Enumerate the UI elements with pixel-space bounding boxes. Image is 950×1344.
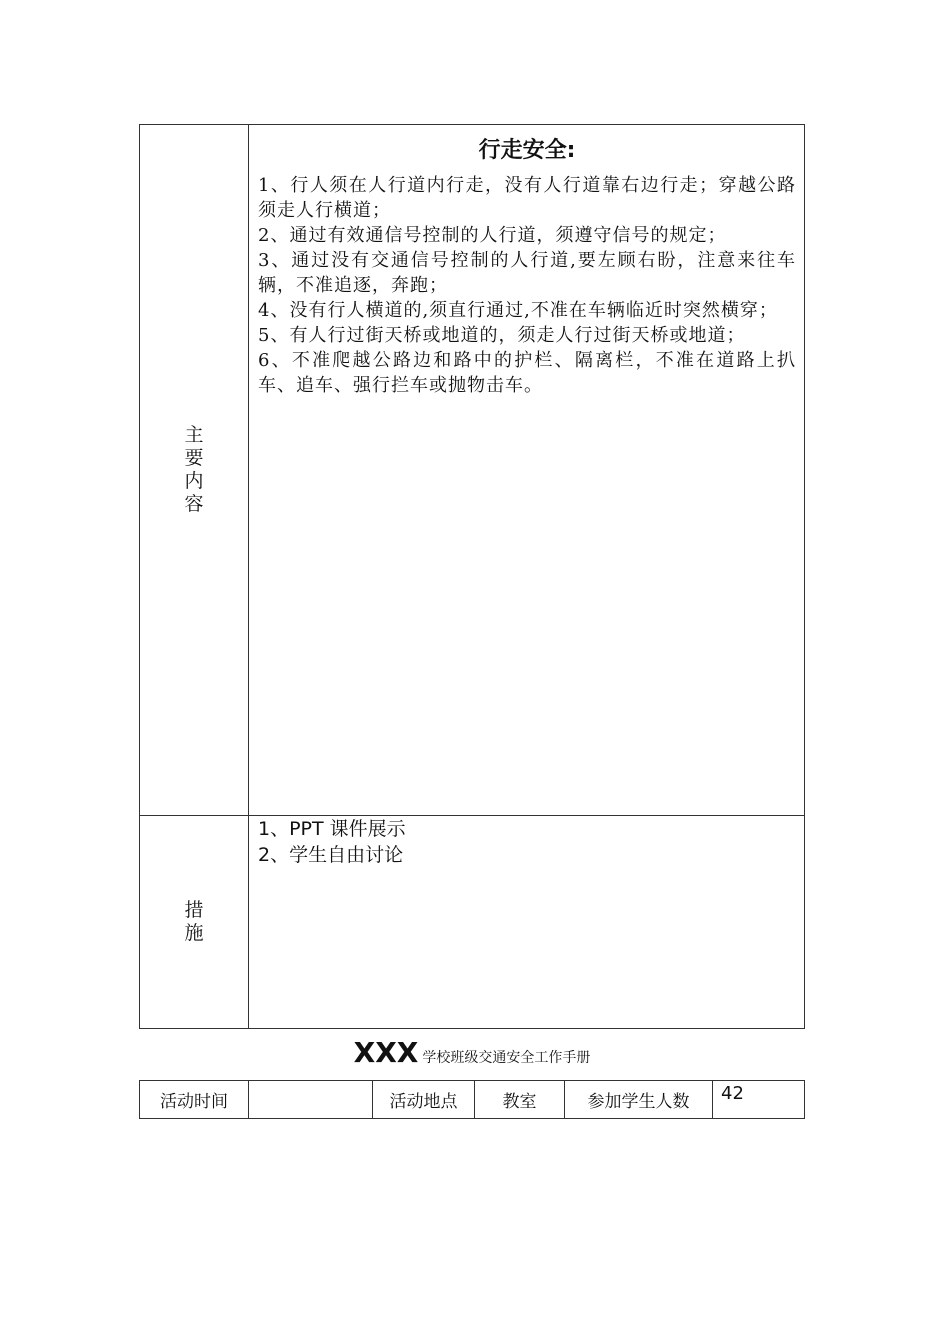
measure-item: 2、学生自由讨论 [258, 844, 404, 866]
main-content-cell [258, 131, 796, 398]
column-divider [248, 125, 249, 1028]
main-content-label-char: 主 [184, 424, 204, 446]
handbook-brand: XXX [353, 1036, 419, 1069]
activity-place-label: 活动地点 [373, 1081, 475, 1118]
content-paragraph: 6、不准爬越公路边和路中的护栏、隔离栏，不准在道路上扒车、追车、强行拦车或抛物击车。 [258, 350, 796, 396]
content-paragraph: 3、通过没有交通信号控制的人行道,要左顾右盼，注意来往车辆，不准追逐，奔跑； [258, 250, 796, 296]
student-count-label: 参加学生人数 [565, 1081, 713, 1118]
activity-info-table [139, 1080, 805, 1119]
measure-item: 1、PPT 课件展示 [258, 818, 406, 840]
activity-time-value [249, 1081, 373, 1118]
main-content-label [140, 125, 248, 815]
content-title: 行走安全: [478, 138, 576, 163]
main-content-label-char: 内 [184, 470, 204, 492]
content-paragraph: 4、没有行人横道的,须直行通过,不准在车辆临近时突然横穿； [258, 300, 778, 321]
main-content-label-char: 容 [184, 493, 204, 515]
measures-label-char: 措 [184, 899, 204, 921]
content-paragraph: 2、通过有效通信号控制的人行道，须遵守信号的规定； [258, 225, 727, 246]
activity-time-label: 活动时间 [140, 1081, 249, 1118]
measures-label-char: 施 [184, 922, 204, 944]
content-paragraph: 5、有人行过街天桥或地道的，须走人行过街天桥或地道； [258, 325, 746, 346]
measures-cell [258, 816, 796, 868]
student-count-value: 42 [721, 1083, 744, 1104]
handbook-subtitle: 学校班级交通安全工作手册 [422, 1050, 591, 1066]
content-paragraph: 1、行人须在人行道内行走，没有人行道靠右边行走；穿越公路须走人行横道； [258, 175, 796, 221]
main-content-table [139, 124, 805, 1029]
handbook-title [139, 1036, 805, 1069]
main-content-label-char: 要 [184, 447, 204, 469]
activity-place-value: 教室 [475, 1081, 565, 1118]
measures-label [140, 816, 248, 1028]
